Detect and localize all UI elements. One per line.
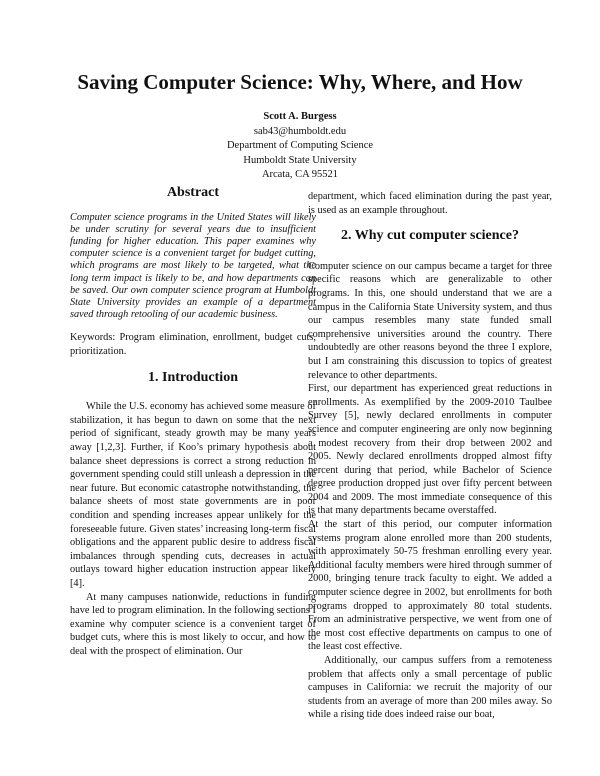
author-email: sab43@humboldt.edu (253, 125, 347, 137)
section-2-heading: 2. Why cut computer science? (341, 228, 519, 244)
section-2-paragraph-1: Computer science on our campus became a target for three specific reasons which are generalizable to other programs. In this, one should understand that we are a campus in the California State University system, and thus our campus resembles many state funded small comprehensive universities around the country. There undoubtedly are other reasons beyond the three I explore, but I am constraining this discussion to topics of greatest relevance to other departments. (308, 260, 552, 381)
author-name: Scott A. Burgess (263, 111, 337, 122)
intro-paragraph-2: At many campuses nationwide, reductions in funding have led to program elimination. In the following sections I examine why computer science is a convenient target of budget cuts, where this is most likely to occur, and how to deal with the prospect of elimination. Our (70, 591, 316, 657)
keywords: Keywords: Program elimination, enrollment, budget cuts, prioritization. (70, 332, 316, 358)
section-2-paragraph-4: Additionally, our campus suffers from a remoteness problem that affects only a small percentage of public campuses in California: we recruit the majority of our students from an average of more than 200 miles away. So while a rising tide does indeed raise our boat, (308, 655, 552, 721)
author-block (0, 110, 600, 183)
continued-text: department, which faced elimination during the past year, is used as an example throughout. (308, 191, 552, 216)
paper-title: Saving Computer Science: Why, Where, and How (77, 70, 523, 94)
abstract-heading: Abstract (166, 185, 220, 200)
section-2-paragraph-3: At the start of this period, our computer information systems program alone enrolled more than 200 students, with approximately 50-75 freshman enrolling every year. Additional faculty members were hired through summer of 2000, bringing tenure track faculty to eight. We added a computer science degree in 2002, but enrollments for both programs dropped to approximately 80 total students. From an administrative perspective, we went from one of the most cost effective departments on campus to one of the least cost effective. (308, 519, 552, 653)
author-location: Arcata, CA 95521 (261, 169, 339, 180)
right-column (308, 190, 552, 722)
left-column (70, 186, 316, 658)
intro-paragraph-1: While the U.S. economy has achieved some measure of stabilization, it has begun to dawn on some that the next period of significant, steady growth may be many years away [1,2,3]. Further, if Koo’s primary hypothesis about balance sheet depressions is correct a strong reduction in government spending could still unleash a depression in the near future. But economic catastrophe notwithstanding, the balance sheets of most state governments are in poor condition and spending increases appear unlikely for the foreseeable future. Given states’ increasing long-term fiscal obligations and the apparent public desire to address fiscal imbalances through spending cuts, decreases in actual outlays toward higher education instruction appear likely [4]. (70, 401, 316, 589)
author-university: Humboldt State University (243, 154, 357, 166)
author-department: Department of Computing Science (226, 140, 374, 151)
abstract-text: Computer science programs in the United States will likely be under scrutiny for several years due to insufficient funding for higher education. This paper examines why computer science is a convenient target for budget cutting, which programs are most likely to be targeted, what the long term impact is likely to be, and how departments can be saved. Our own computer science program at Humboldt State University provides an example of a department saved through retooling of our academic business. (70, 211, 316, 321)
section-2-paragraph-2: First, our department has experienced great reductions in enrollments. As exemplified by the 2009-2010 Taulbee Survey [5], newly declared enrollments in computer science and computer engineering are only now beginning a modest recovery from their drop between 2002 and 2005. Newly declared enrollments dropped almost fifty percent during that period, while Bachelor of Science degree production dropped just over fifty percent between 2004 and 2009. The most immediate consequence of this is that many departments became overstaffed. (308, 383, 552, 517)
introduction-heading: 1. Introduction (148, 369, 238, 385)
